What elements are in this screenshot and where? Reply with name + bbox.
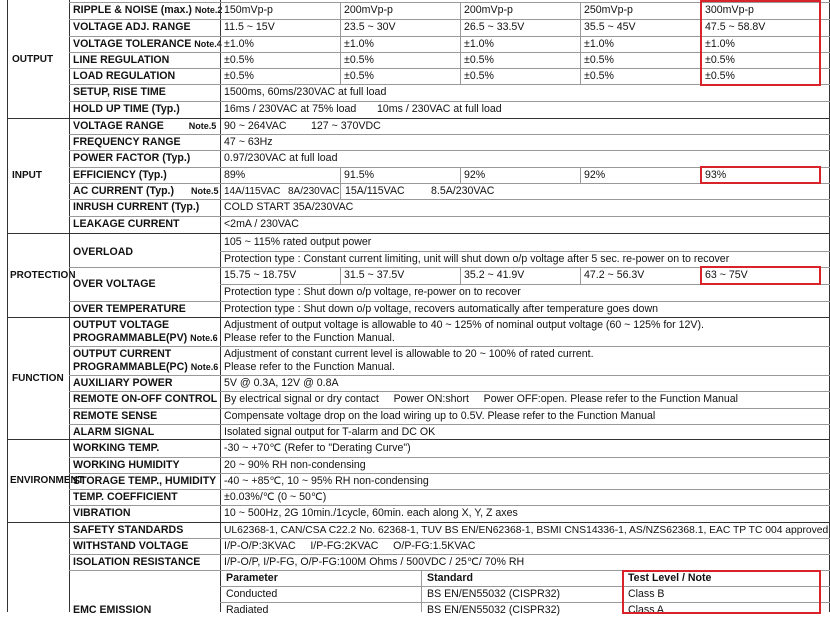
aux-value: 5V @ 0.3A, 12V @ 0.8A bbox=[224, 377, 339, 389]
ripple-value-1: 150mVp-p bbox=[224, 4, 273, 16]
pv-line-1: Adjustment of output voltage is allowable to 40 ~ 125% of nominal output voltage (60 ~ 125% for 12V). bbox=[224, 319, 704, 331]
inrush-value: COLD START 35A/230VAC bbox=[224, 201, 354, 213]
overvoltage-value-4: 47.2 ~ 56.3V bbox=[584, 269, 645, 281]
working-temp-label: WORKING TEMP. bbox=[73, 442, 160, 454]
withstand-value: I/P-O/P:3KVAC I/P-FG:2KVAC O/P-FG:1.5KVAC bbox=[224, 540, 476, 552]
load-reg-value-5: ±0.5% bbox=[705, 70, 735, 82]
ac-current-value-4: 8.5A/230VAC bbox=[431, 185, 495, 197]
voltage-range-label: VOLTAGE RANGE Note.5 bbox=[73, 120, 217, 132]
emc-emission-label: EMC EMISSION bbox=[73, 604, 152, 616]
pc-label-1: OUTPUT CURRENT bbox=[73, 348, 172, 360]
efficiency-value-2: 91.5% bbox=[344, 169, 375, 181]
storage-value: -40 ~ +85℃, 10 ~ 95% RH non-condensing bbox=[224, 475, 429, 487]
line-reg-value-1: ±0.5% bbox=[224, 54, 254, 66]
tolerance-label: VOLTAGE TOLERANCE Note.4 bbox=[73, 38, 222, 50]
ripple-value-4: 250mVp-p bbox=[584, 4, 633, 16]
section-output: OUTPUT bbox=[12, 53, 54, 65]
tolerance-value-3: ±1.0% bbox=[464, 38, 494, 50]
leakage-value: <2mA / 230VAC bbox=[224, 218, 299, 230]
overtemp-value: Protection type : Shut down o/p voltage, recovers automatically after temperature goes down bbox=[224, 303, 658, 315]
section-environment: ENVIRONMENT bbox=[10, 475, 84, 486]
setup-label: SETUP, RISE TIME bbox=[73, 86, 166, 98]
emc-header-parameter: Parameter bbox=[226, 572, 278, 584]
holdup-value-1: 16ms / 230VAC at 75% load bbox=[224, 103, 357, 115]
withstand-label: WITHSTAND VOLTAGE bbox=[73, 540, 189, 552]
inrush-label: INRUSH CURRENT (Typ.) bbox=[73, 201, 200, 213]
load-reg-value-4: ±0.5% bbox=[584, 70, 614, 82]
pc-line-1: Adjustment of constant current level is allowable to 20 ~ 100% of rated current. bbox=[224, 348, 594, 360]
safety-standards-value: UL62368-1, CAN/CSA C22.2 No. 62368-1, TUV BS EN/EN62368-1, BSMI CNS14336-1, AS/NZS62368.1, EAC TP TC 004 approved bbox=[224, 525, 829, 536]
load-reg-value-2: ±0.5% bbox=[344, 70, 374, 82]
alarm-value: Isolated signal output for T-alarm and DC OK bbox=[224, 426, 436, 438]
overvoltage-value-3: 35.2 ~ 41.9V bbox=[464, 269, 525, 281]
ac-current-value-2: 8A/230VAC bbox=[288, 186, 340, 197]
isolation-label: ISOLATION RESISTANCE bbox=[73, 556, 201, 568]
pc-line-2: Please refer to the Function Manual. bbox=[224, 361, 395, 373]
tolerance-value-5: ±1.0% bbox=[705, 38, 735, 50]
overload-line-2: Protection type : Constant current limiting, unit will shut down o/p voltage after 5 sec. re-power on to recover bbox=[224, 253, 730, 265]
humidity-label: WORKING HUMIDITY bbox=[73, 459, 180, 471]
ac-current-label: AC CURRENT (Typ.) Note.5 bbox=[73, 185, 219, 197]
highlight-efficiency-48v bbox=[700, 166, 821, 184]
safety-standards-label: SAFETY STANDARDS bbox=[73, 524, 184, 536]
section-function: FUNCTION bbox=[12, 372, 64, 384]
pc-label-2: PROGRAMMABLE(PC) Note.6 bbox=[73, 361, 219, 373]
overvoltage-value-5: 63 ~ 75V bbox=[705, 269, 748, 281]
load-reg-value-3: ±0.5% bbox=[464, 70, 494, 82]
voltage-adj-value-2: 23.5 ~ 30V bbox=[344, 21, 396, 33]
frequency-label: FREQUENCY RANGE bbox=[73, 136, 181, 148]
temp-coeff-value: ±0.03%/℃ (0 ~ 50℃) bbox=[224, 491, 327, 503]
emc-row-2-level: Class A bbox=[628, 604, 664, 616]
tolerance-value-2: ±1.0% bbox=[344, 38, 374, 50]
overvoltage-value-2: 31.5 ~ 37.5V bbox=[344, 269, 405, 281]
section-protection: PROTECTION bbox=[10, 269, 76, 281]
pv-line-2: Please refer to the Function Manual. bbox=[224, 332, 395, 344]
pf-label: POWER FACTOR (Typ.) bbox=[73, 152, 191, 164]
efficiency-value-1: 89% bbox=[224, 169, 246, 181]
vibration-label: VIBRATION bbox=[73, 507, 131, 519]
remote-sense-label: REMOTE SENSE bbox=[73, 410, 158, 422]
ripple-label: RIPPLE & NOISE (max.) Note.2 bbox=[73, 4, 223, 16]
voltage-adj-value-1: 11.5 ~ 15V bbox=[224, 21, 275, 33]
ac-current-value-3: 15A/115VAC bbox=[345, 185, 405, 197]
voltage-adj-value-4: 35.5 ~ 45V bbox=[584, 21, 636, 33]
efficiency-value-3: 92% bbox=[464, 169, 486, 181]
temp-coeff-label: TEMP. COEFFICIENT bbox=[73, 491, 178, 503]
emc-row-2-parameter: Radiated bbox=[226, 604, 269, 616]
humidity-value: 20 ~ 90% RH non-condensing bbox=[224, 459, 366, 471]
pv-label-1: OUTPUT VOLTAGE bbox=[73, 319, 170, 331]
working-temp-value: -30 ~ +70℃ (Refer to "Derating Curve") bbox=[224, 442, 411, 454]
overvoltage-value-1: 15.75 ~ 18.75V bbox=[224, 269, 297, 281]
tolerance-value-4: ±1.0% bbox=[584, 38, 614, 50]
line-reg-value-3: ±0.5% bbox=[464, 54, 494, 66]
line-reg-label: LINE REGULATION bbox=[73, 54, 170, 66]
highlight-emc-level bbox=[622, 570, 821, 614]
efficiency-value-4: 92% bbox=[584, 169, 606, 181]
remote-onoff-value: By electrical signal or dry contact Power ON:short Power OFF:open. Please refer to the Function Manual bbox=[224, 393, 739, 405]
overvoltage-line-2: Protection type : Shut down o/p voltage, re-power on to recover bbox=[224, 286, 521, 298]
line-reg-value-5: ±0.5% bbox=[705, 54, 735, 66]
highlight-output-48v bbox=[700, 0, 821, 86]
efficiency-label: EFFICIENCY (Typ.) bbox=[73, 169, 167, 181]
emc-header-standard: Standard bbox=[427, 572, 473, 584]
voltage-adj-value-5: 47.5 ~ 58.8V bbox=[705, 21, 766, 33]
emc-row-1-level: Class B bbox=[628, 588, 665, 600]
alarm-label: ALARM SIGNAL bbox=[73, 426, 155, 438]
overload-line-1: 105 ~ 115% rated output power bbox=[224, 236, 372, 248]
emc-row-1-standard: BS EN/EN55032 (CISPR32) bbox=[427, 588, 561, 600]
line-reg-value-4: ±0.5% bbox=[584, 54, 614, 66]
overtemp-label: OVER TEMPERATURE bbox=[73, 303, 186, 315]
remote-onoff-label: REMOTE ON-OFF CONTROL bbox=[73, 393, 218, 405]
efficiency-value-5: 93% bbox=[705, 169, 727, 181]
tolerance-value-1: ±1.0% bbox=[224, 38, 254, 50]
load-reg-value-1: ±0.5% bbox=[224, 70, 254, 82]
frequency-value: 47 ~ 63Hz bbox=[224, 136, 273, 148]
vibration-value: 10 ~ 500Hz, 2G 10min./1cycle, 60min. each along X, Y, Z axes bbox=[224, 507, 518, 519]
aux-label: AUXILIARY POWER bbox=[73, 377, 173, 389]
voltage-range-value-2: 127 ~ 370VDC bbox=[311, 120, 381, 132]
isolation-value: I/P-O/P, I/P-FG, O/P-FG:100M Ohms / 500VDC / 25℃/ 70% RH bbox=[224, 556, 525, 568]
overload-label: OVERLOAD bbox=[73, 246, 134, 258]
overvoltage-label: OVER VOLTAGE bbox=[73, 278, 156, 290]
line-reg-value-2: ±0.5% bbox=[344, 54, 374, 66]
highlight-ovp-48v bbox=[700, 266, 821, 285]
pf-value: 0.97/230VAC at full load bbox=[224, 152, 338, 164]
voltage-adj-value-3: 26.5 ~ 33.5V bbox=[464, 21, 525, 33]
emc-header-test-level: Test Level / Note bbox=[628, 572, 712, 584]
voltage-adj-label: VOLTAGE ADJ. RANGE bbox=[73, 21, 191, 33]
holdup-label: HOLD UP TIME (Typ.) bbox=[73, 103, 180, 115]
remote-sense-value: Compensate voltage drop on the load wiring up to 0.5V. Please refer to the Function Manual bbox=[224, 410, 656, 422]
voltage-range-value-1: 90 ~ 264VAC bbox=[224, 120, 287, 132]
pv-label-2: PROGRAMMABLE(PV) Note.6 bbox=[73, 332, 218, 344]
ripple-value-5: 300mVp-p bbox=[705, 4, 754, 16]
setup-value: 1500ms, 60ms/230VAC at full load bbox=[224, 86, 387, 98]
storage-label: STORAGE TEMP., HUMIDITY bbox=[73, 475, 217, 487]
emc-row-2-standard: BS EN/EN55032 (CISPR32) bbox=[427, 604, 561, 616]
holdup-value-2: 10ms / 230VAC at full load bbox=[377, 103, 502, 115]
leakage-label: LEAKAGE CURRENT bbox=[73, 218, 180, 230]
section-input: INPUT bbox=[12, 170, 42, 181]
ac-current-value-1: 14A/115VAC bbox=[224, 186, 281, 197]
emc-row-1-parameter: Conducted bbox=[226, 588, 278, 600]
ripple-value-2: 200mVp-p bbox=[344, 4, 393, 16]
load-reg-label: LOAD REGULATION bbox=[73, 70, 176, 82]
ripple-value-3: 200mVp-p bbox=[464, 4, 513, 16]
